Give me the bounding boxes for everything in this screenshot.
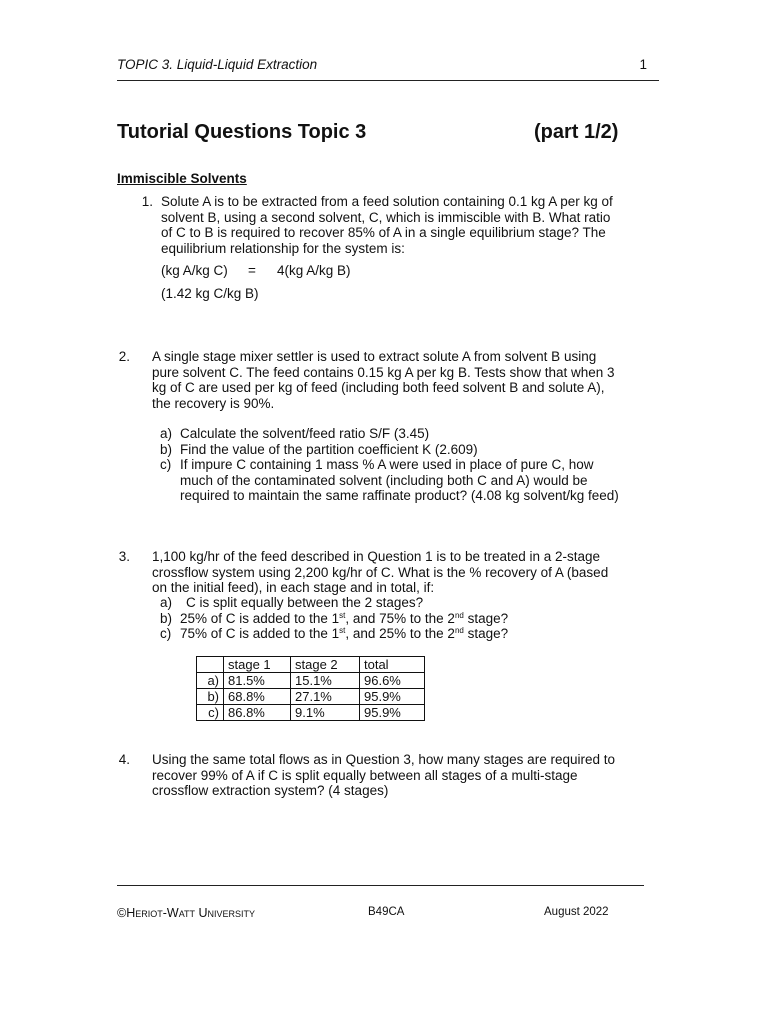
item-text: C is split equally between the 2 stages?: [186, 595, 424, 610]
table-cell: 15.1%: [291, 673, 360, 689]
table-cell: a): [197, 673, 224, 689]
question-3-number: 3.: [118, 549, 130, 564]
table-cell: b): [197, 689, 224, 705]
item-text-line: required to maintain the same raffinate product? (4.08 kg solvent/kg feed): [180, 488, 619, 503]
list-item: [160, 442, 640, 458]
list-item: [160, 426, 640, 442]
superscript: st: [339, 626, 346, 635]
question-4-line: crossflow extraction system? (4 stages): [152, 783, 389, 798]
text-run: , and 25% to the 2: [345, 626, 455, 641]
table-cell: 95.9%: [360, 705, 425, 721]
table-cell: 68.8%: [224, 689, 291, 705]
text-run: , and 75% to the 2: [345, 610, 455, 626]
table-cell: 9.1%: [291, 705, 360, 721]
item-label: a): [160, 595, 173, 610]
item-label: c): [160, 626, 172, 641]
question-3-line: on the initial feed), in each stage and in total, if:: [152, 580, 435, 595]
item-text: Calculate the solvent/feed ratio S/F (3.45): [180, 426, 430, 441]
question-4-line: Using the same total flows as in Question 3, how many stages are required to: [152, 752, 615, 767]
page-number: 1: [639, 57, 647, 72]
running-header: [117, 56, 659, 81]
table-header-cell: stage 2: [291, 657, 360, 673]
question-3-parts: [160, 595, 640, 642]
page-title-part: (part 1/2): [534, 121, 619, 143]
item-label: b): [160, 610, 173, 626]
text-run: 75% of C is added to the 1: [180, 626, 340, 641]
header-title: TOPIC 3. Liquid-Liquid Extraction: [117, 57, 318, 72]
superscript: st: [339, 610, 346, 620]
section-heading: Immiscible Solvents: [117, 171, 247, 186]
question-2-line: kg of C are used per kg of feed (including both feed solvent B and solute A),: [152, 380, 605, 395]
item-text: Find the value of the partition coefficient K (2.609): [180, 441, 478, 457]
superscript: nd: [454, 610, 464, 620]
equation-right: 4(kg A/kg B): [277, 263, 351, 278]
question-2-number: 2.: [118, 349, 130, 364]
item-text-line: If impure C containing 1 mass % A were used in place of pure C, how: [180, 457, 594, 472]
table-cell: 96.6%: [360, 673, 425, 689]
item-text: [180, 626, 508, 641]
table-header-cell: total: [360, 657, 425, 673]
question-1-number: 1.: [141, 194, 153, 209]
question-2-line: the recovery is 90%.: [152, 395, 275, 411]
table-cell: 95.9%: [360, 689, 425, 705]
table-row: [197, 673, 425, 689]
item-text: [180, 611, 508, 626]
question-3-text: [152, 549, 640, 596]
text-run: 25% of C is added to the 1: [180, 610, 340, 626]
question-3-line: 1,100 kg/hr of the feed described in Question 1 is to be treated in a 2-stage: [152, 549, 601, 564]
superscript: nd: [454, 626, 464, 635]
table-header-cell: [197, 657, 224, 673]
item-label: a): [160, 426, 173, 441]
item-label: c): [160, 457, 172, 472]
question-3-line: crossflow system using 2,200 kg/hr of C. What is the % recovery of A (based: [152, 564, 609, 580]
organisation-name: Heriot-Watt University: [126, 906, 256, 920]
footer-organisation: [117, 906, 255, 920]
list-item: [160, 595, 640, 611]
table-header-cell: stage 1: [224, 657, 291, 673]
list-item: [160, 611, 640, 627]
question-2-line: pure solvent C. The feed contains 0.15 kg A per kg B. Tests show that when 3: [152, 364, 615, 380]
text-run: stage?: [463, 610, 509, 626]
item-label: b): [160, 441, 173, 457]
list-item: [160, 626, 640, 642]
question-1-text: [161, 194, 640, 256]
equation-sign: =: [248, 263, 256, 278]
table-cell: c): [197, 705, 224, 721]
question-4-text: [152, 752, 640, 799]
copyright-symbol: ©: [117, 906, 127, 920]
page-title: Tutorial Questions Topic 3: [117, 121, 367, 143]
question-2-parts: [160, 426, 640, 504]
question-4-line: recover 99% of A if C is split equally between all stages of a multi-stage: [152, 767, 578, 783]
question-4-number: 4.: [118, 752, 130, 767]
question-2-text: [152, 349, 640, 411]
question-1-answer: (1.42 kg C/kg B): [161, 286, 259, 301]
question-1-line: Solute A is to be extracted from a feed solution containing 0.1 kg A per kg of: [161, 194, 613, 209]
table-header-row: [197, 657, 425, 673]
list-item: [160, 457, 640, 504]
table-row: [197, 705, 425, 721]
footer-divider: [117, 885, 644, 886]
question-1-line: solvent B, using a second solvent, C, which is immiscible with B. What ratio: [161, 209, 611, 225]
table-cell: 81.5%: [224, 673, 291, 689]
footer-course-code: B49CA: [368, 906, 405, 918]
equation-left: (kg A/kg C): [161, 263, 228, 278]
question-1-line: equilibrium relationship for the system is:: [161, 240, 405, 256]
text-run: stage?: [463, 626, 509, 641]
question-2-line: A single stage mixer settler is used to extract solute A from solvent B using: [152, 349, 597, 364]
table-row: [197, 689, 425, 705]
table-cell: 86.8%: [224, 705, 291, 721]
table-cell: 27.1%: [291, 689, 360, 705]
footer-date: August 2022: [544, 906, 609, 918]
results-table: [196, 656, 425, 721]
item-text-line: much of the contaminated solvent (including both C and A) would be: [180, 472, 588, 488]
question-1-line: of C to B is required to recover 85% of A in a single equilibrium stage? The: [161, 225, 606, 240]
